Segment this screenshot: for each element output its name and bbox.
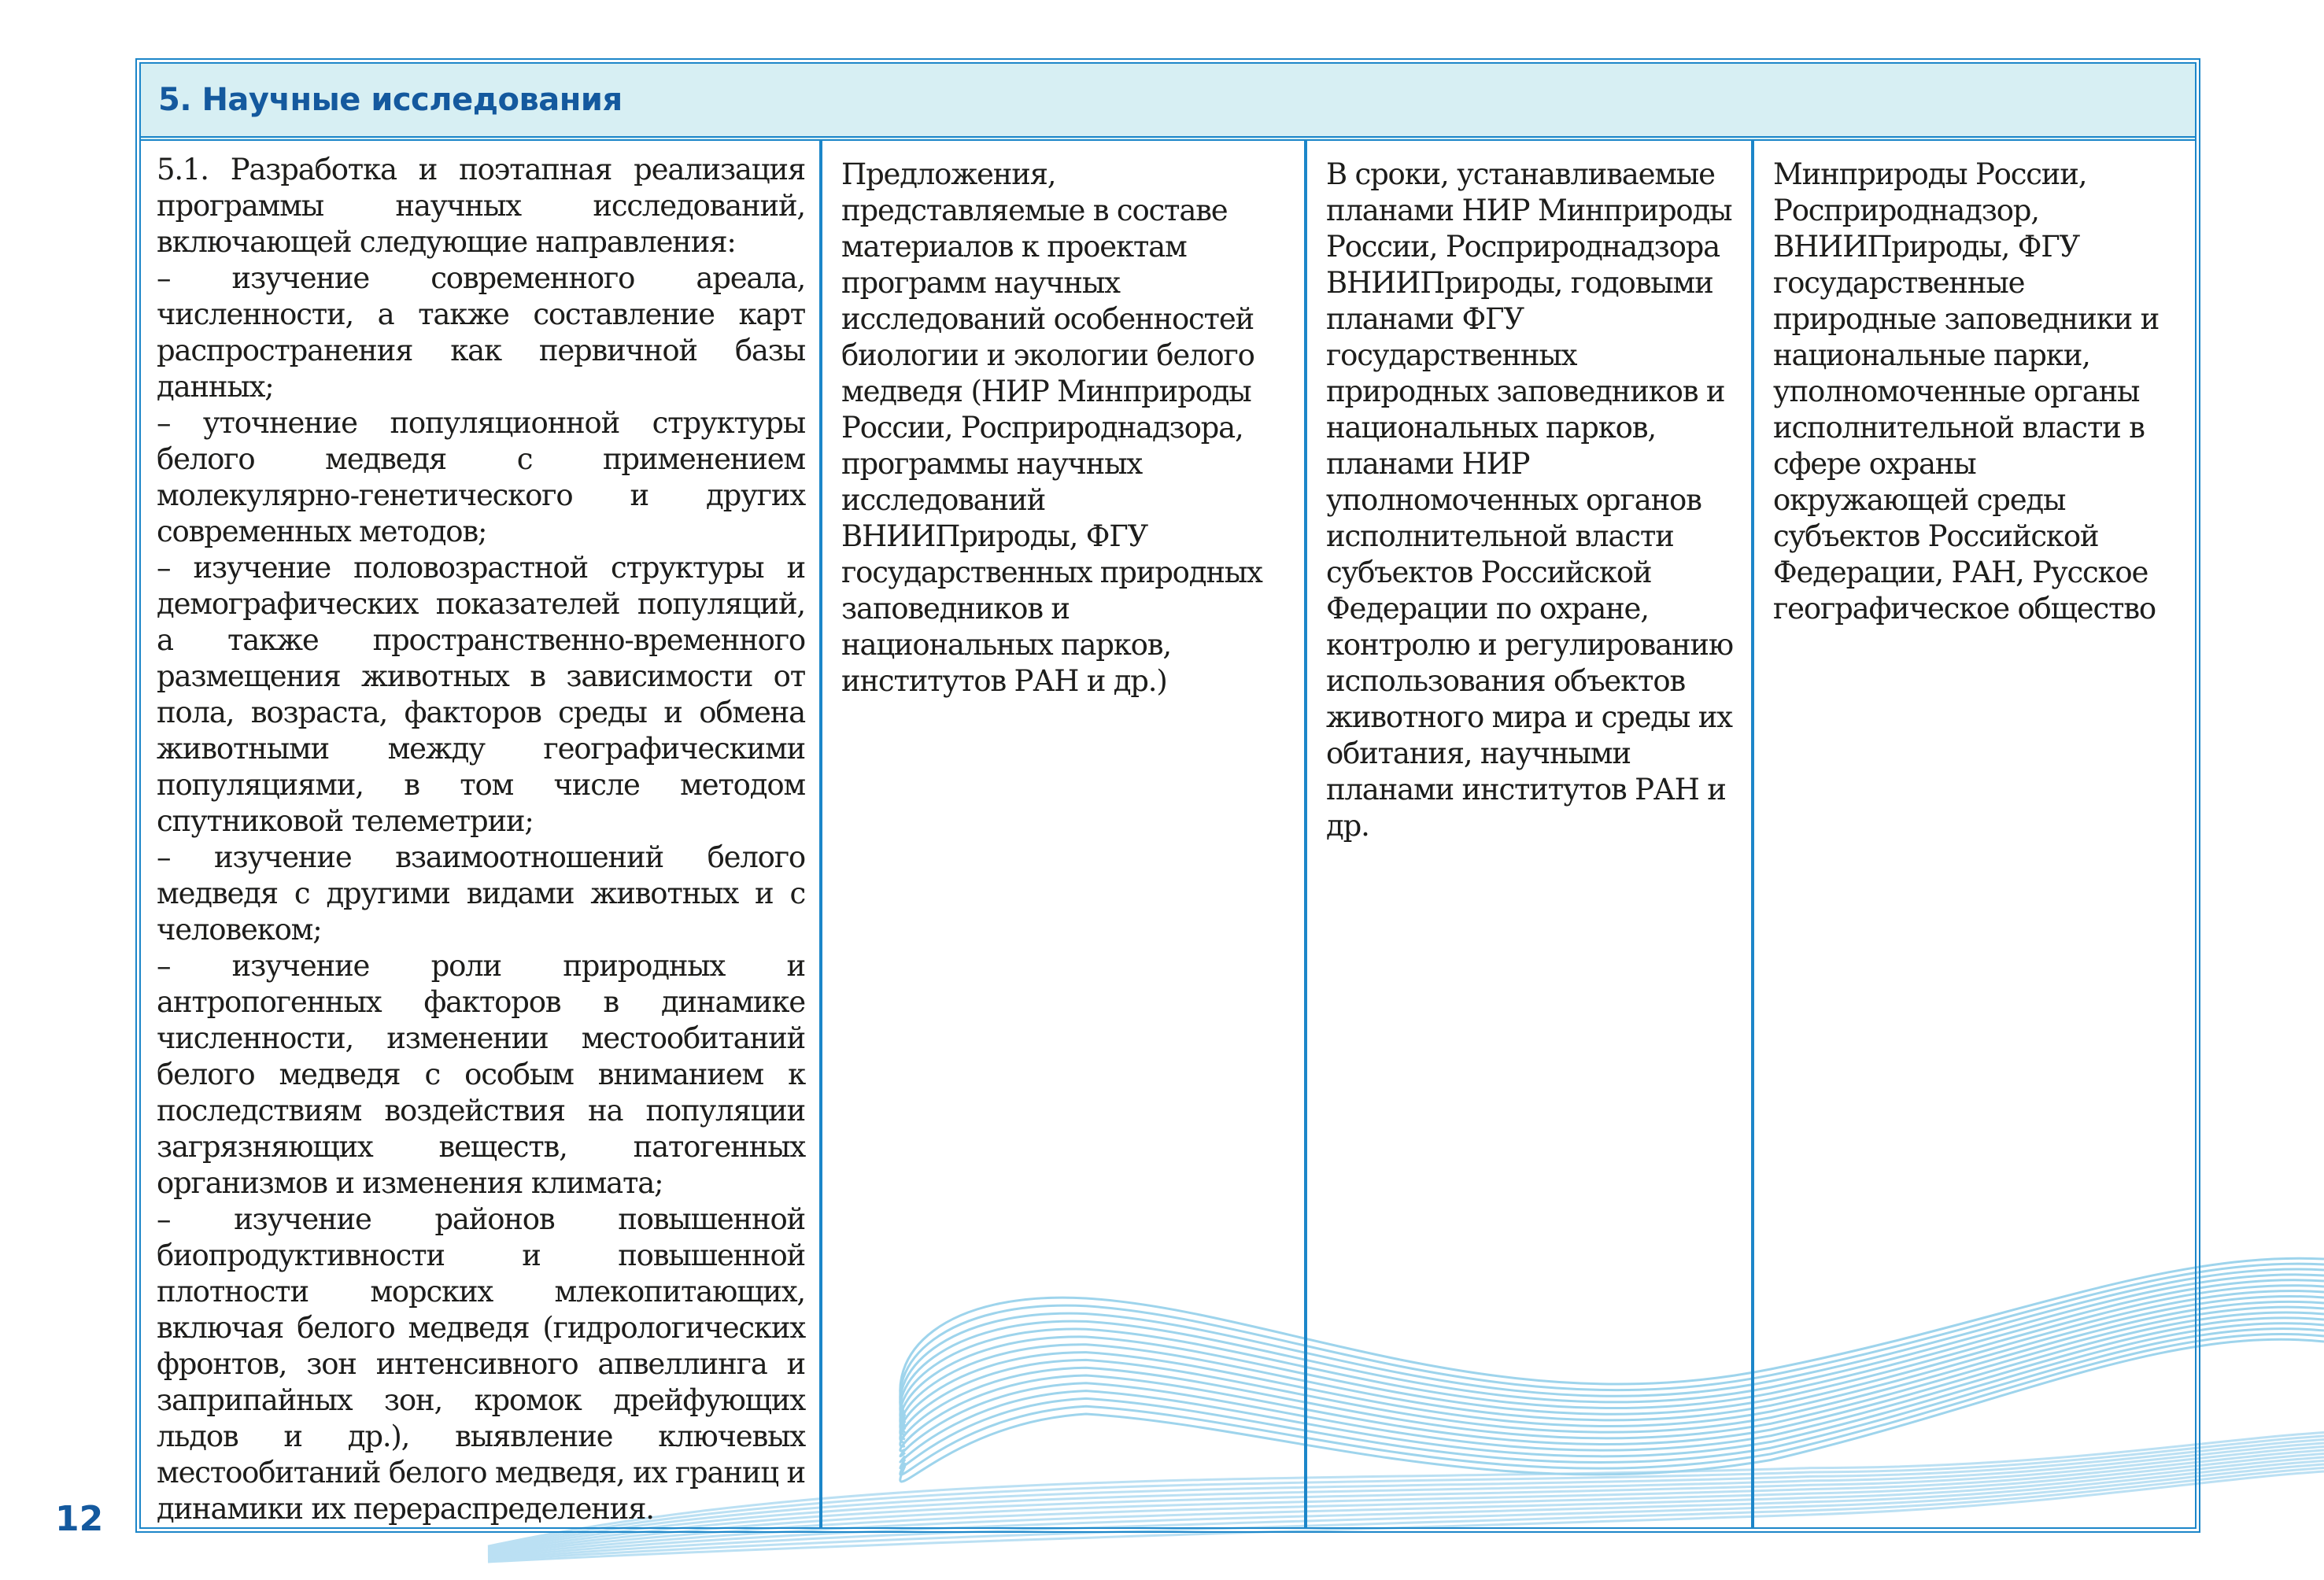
- timing-text: В сроки, устанавливаемые планами НИР Минприроды России, Росприроднадзора ВНИИПрироды, годовыми планами ФГУ государственных природных заповедников и национальных парков, планами НИР уполномоченных органов исполнительной власти субъектов Российской Федерации по охране, контролю и регулированию использования объектов животного мира и среды их обитания, научными планами институтов РАН и др.: [1326, 157, 1733, 843]
- page-number: 12: [55, 1499, 104, 1539]
- table-row: [141, 141, 2195, 1527]
- timing-cell: [1307, 141, 1754, 1527]
- measure-number: 5.1.: [157, 153, 209, 186]
- measure-item: – изучение половозрастной структуры и демографических показателей популяций, а также пространственно-временного размещения животных в зависимости от пола, возраста, факторов среды и обмена животными между географическими популяциями, в том числе методом спутниковой телеметрии;: [157, 551, 805, 838]
- measure-item: – изучение роли природных и антропогенных факторов в динамике численности, изменении местообитаний белого медведя с особым вниманием к последствиям воздействия на популяции загрязняющих веществ, патогенных организмов и изменения климата;: [157, 949, 805, 1200]
- section-header: [141, 64, 2195, 141]
- funding-cell: [822, 141, 1307, 1527]
- funding-text: Предложения, представляемые в составе материалов к проектам программ научных исследований особенностей биологии и экологии белого медведя (НИР Минприроды России, Росприроднадзора, программы научных исследований ВНИИПрироды, ФГУ государственных природных заповедников и национальных парков, институтов РАН и др.): [841, 157, 1262, 698]
- measure-item: – изучение современного ареала, численности, а также составление карт распространения как первичной базы данных;: [157, 261, 805, 404]
- measure-text: [157, 152, 805, 260]
- section-title: 5. Научные исследования: [158, 82, 623, 118]
- responsible-cell: [1754, 141, 2195, 1527]
- measure-intro: Разработка и поэтапная реализация программы научных исследований, включающей следующие направления:: [157, 153, 805, 259]
- responsible-text: Минприроды России, Росприроднадзор, ВНИИПрироды, ФГУ государственные природные заповедники и национальные парки, уполномоченные органы исполнительной власти в сфере охраны окружающей среды субъектов Российской Федерации, РАН, Русское географическое общество: [1773, 157, 2160, 626]
- measure-cell: [141, 141, 822, 1527]
- measure-item: – изучение взаимоотношений белого медведя с другими видами животных и с человеком;: [157, 840, 805, 947]
- table-frame: [135, 58, 2200, 1533]
- measure-item: – уточнение популяционной структуры белого медведя с применением молекулярно-генетического и других современных методов;: [157, 406, 805, 548]
- measure-item: – изучение районов повышенной биопродуктивности и повышенной плотности морских млекопитающих, включая белого медведя (гидрологических фронтов, зон интенсивного апвеллинга и заприпайных зон, кромок дрейфующих льдов и др.), выявление ключевых местообитаний белого медведя, их границ и динамики их перераспределения.: [157, 1202, 805, 1526]
